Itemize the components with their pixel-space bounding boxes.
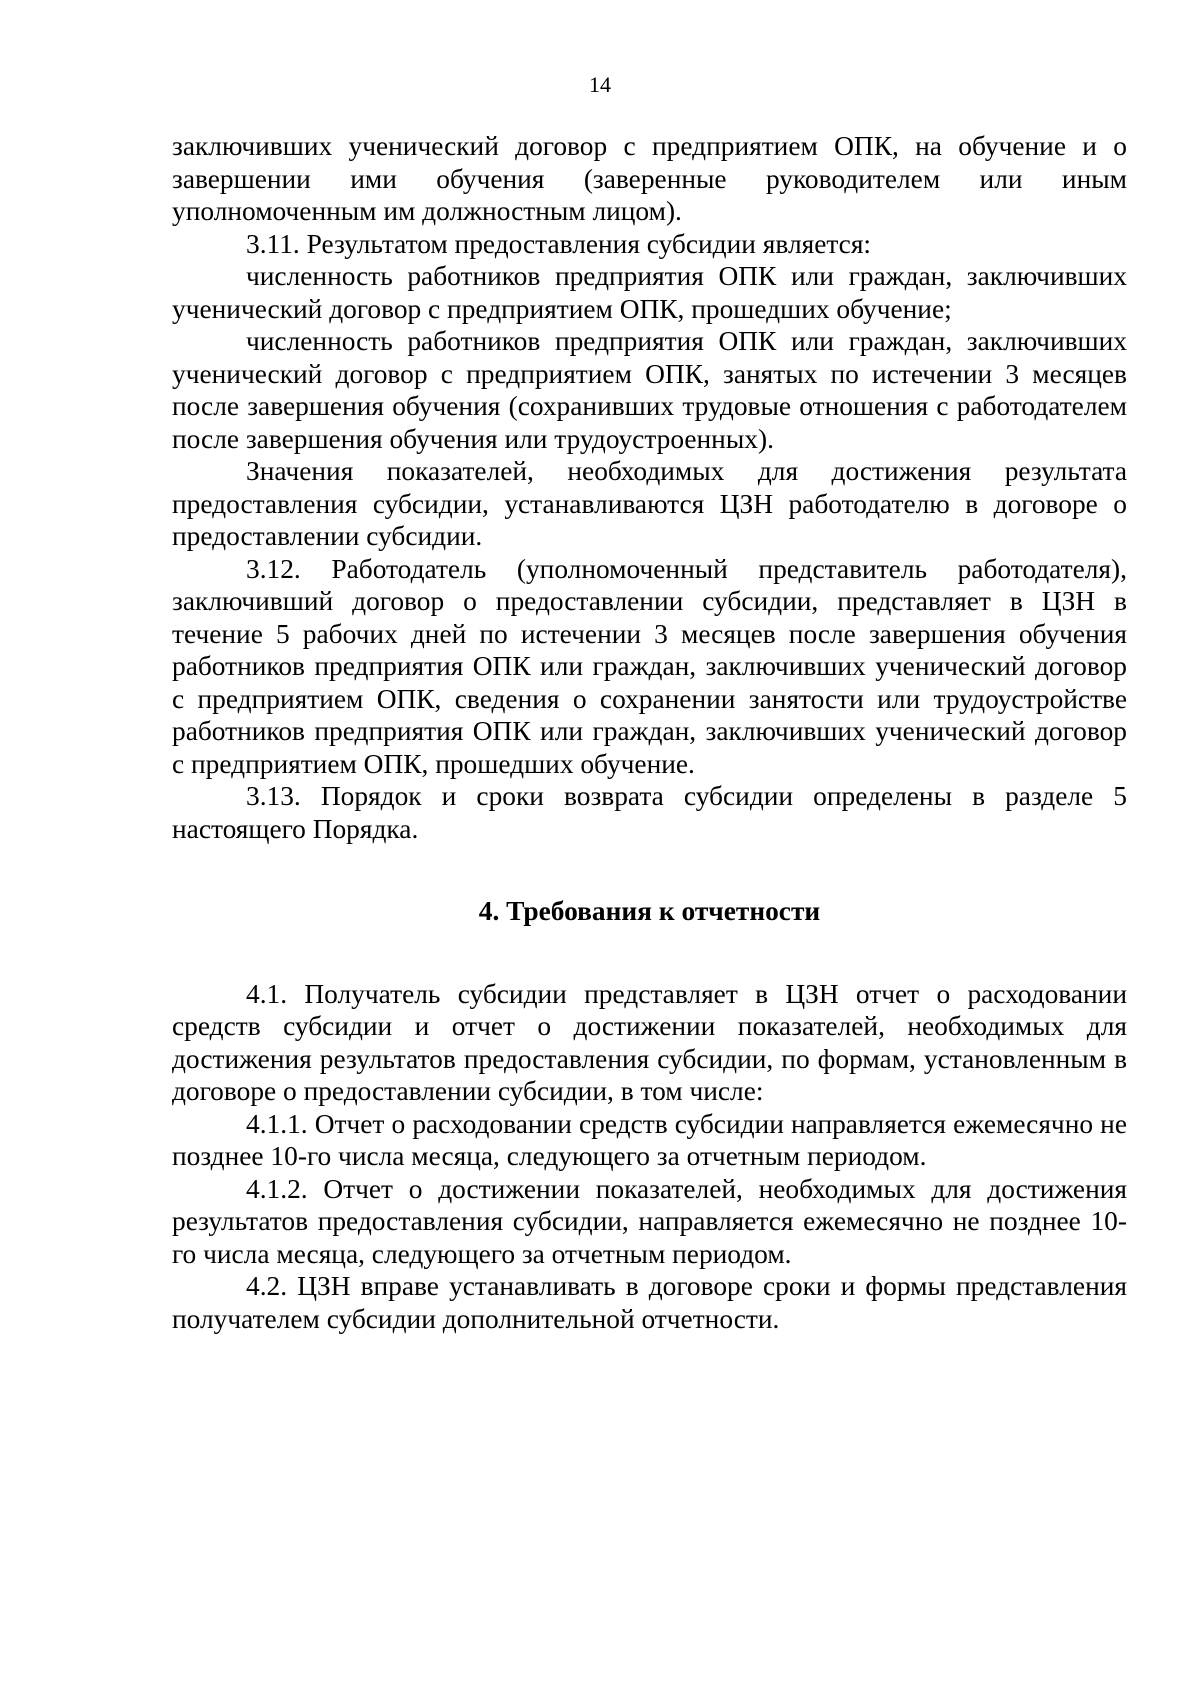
paragraph-4-2: 4.2. ЦЗН вправе устанавливать в договоре сроки и формы представления получателем субсидии дополнительной отчетности.	[172, 1271, 1127, 1334]
paragraph-4-1-1: 4.1.1. Отчет о расходовании средств субсидии направляется ежемесячно не позднее 10-го числа месяца, следующего за отчетным периодом.	[172, 1108, 1127, 1171]
paragraph-result-employed: численность работников предприятия ОПК или граждан, заключивших ученический договор с предприятием ОПК, занятых по истечении 3 месяцев после завершения обучения (сохранивших трудовые отношения с работодателем после завершения обучения или трудоустроенных).	[172, 326, 1127, 454]
paragraph-4-1-2: 4.1.2. Отчет о достижении показателей, необходимых для достижения результатов предоставления субсидии, направляется ежемесячно не позднее 10-го числа месяца, следующего за отчетным периодом.	[172, 1173, 1127, 1269]
paragraph-3-11: 3.11. Результатом предоставления субсидии является:	[246, 228, 872, 259]
paragraph-3-12: 3.12. Работодатель (уполномоченный представитель работодателя), заключивший договор о предоставлении субсидии, представляет в ЦЗН в течение 5 рабочих дней по истечении 3 месяцев после завершения обучения работников предприятия ОПК или граждан, заключивших ученический договор с предприятием ОПК, сведения о сохранении занятости или трудоустройстве работников предприятия ОПК или граждан, заключивших ученический договор с предприятием ОПК, прошедших обучение.	[172, 553, 1127, 779]
paragraph-indicator-values: Значения показателей, необходимых для достижения результата предоставления субсидии, устанавливаются ЦЗН работодателю в договоре о предоставлении субсидии.	[172, 456, 1127, 551]
paragraph-continuation: заключивших ученический договор с предприятием ОПК, на обучение и о завершении ими обучения (заверенные руководителем или иным уполномоченным им должностным лицом).	[172, 131, 1127, 226]
section-heading: 4. Требования к отчетности	[478, 896, 821, 926]
document-body	[172, 130, 1127, 1335]
page-number: 14	[589, 72, 611, 97]
paragraph-result-trained: численность работников предприятия ОПК или граждан, заключивших ученический договор с предприятием ОПК, прошедших обучение;	[172, 261, 1127, 324]
paragraph-3-13: 3.13. Порядок и сроки возврата субсидии определены в разделе 5 настоящего Порядка.	[172, 781, 1127, 844]
paragraph-4-1: 4.1. Получатель субсидии представляет в ЦЗН отчет о расходовании средств субсидии и отчет о достижении показателей, необходимых для достижения результатов предоставления субсидии, по формам, установленным в договоре о предоставлении субсидии, в том числе:	[172, 978, 1127, 1106]
